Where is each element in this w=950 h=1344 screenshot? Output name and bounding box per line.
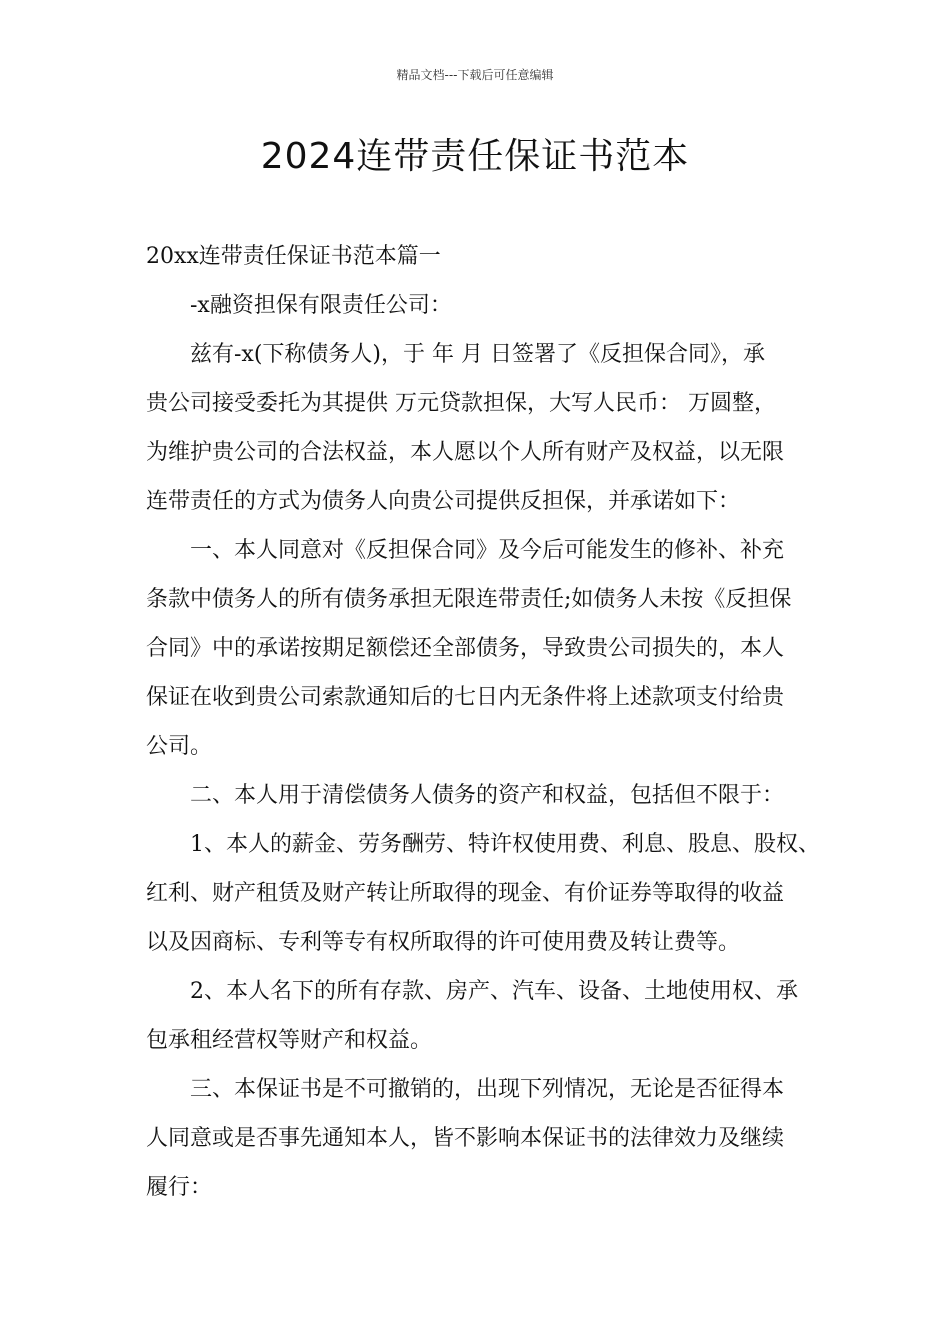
- body-line: 包承租经营权等财产和权益。: [146, 1028, 433, 1053]
- body-line: 2、本人名下的所有存款、房产、汽车、设备、土地使用权、承: [190, 979, 798, 1004]
- body-line: -x融资担保有限责任公司：: [190, 293, 452, 318]
- body-line: 20xx连带责任保证书范本篇一: [146, 244, 441, 269]
- body-line: 二、本人用于清偿债务人债务的资产和权益，包括但不限于：: [190, 783, 785, 808]
- body-line: 人同意或是否事先通知本人，皆不影响本保证书的法律效力及继续: [146, 1126, 785, 1151]
- body-line: 保证在收到贵公司索款通知后的七日内无条件将上述款项支付给贵: [146, 685, 785, 710]
- document-body: [146, 232, 820, 1212]
- body-line: 连带责任的方式为债务人向贵公司提供反担保，并承诺如下：: [146, 489, 741, 514]
- body-line: 合同》中的承诺按期足额偿还全部债务，导致贵公司损失的，本人: [146, 636, 785, 661]
- body-line: 公司。: [146, 734, 213, 759]
- header-note: 精品文档---下载后可任意编辑: [396, 68, 554, 82]
- document-title: 2024连带责任保证书范本: [260, 136, 690, 177]
- body-line: 三、本保证书是不可撤销的，出现下列情况，无论是否征得本: [190, 1077, 785, 1102]
- body-line: 兹有-x(下称债务人)，于 年 月 日签署了《反担保合同》，承: [190, 342, 765, 367]
- body-line: 履行：: [146, 1175, 213, 1200]
- body-line: 一、本人同意对《反担保合同》及今后可能发生的修补、补充: [190, 538, 785, 563]
- body-line: 为维护贵公司的合法权益，本人愿以个人所有财产及权益，以无限: [146, 440, 785, 465]
- body-line: 贵公司接受委托为其提供 万元贷款担保，大写人民币： 万圆整，: [146, 391, 776, 416]
- body-line: 红利、财产租赁及财产转让所取得的现金、有价证券等取得的收益: [146, 881, 785, 906]
- body-line: 以及因商标、专利等专有权所取得的许可使用费及转让费等。: [146, 930, 741, 955]
- body-line: 条款中债务人的所有债务承担无限连带责任;如债务人未按《反担保: [146, 587, 792, 612]
- body-line: 1、本人的薪金、劳务酬劳、特许权使用费、利息、股息、股权、: [190, 832, 820, 857]
